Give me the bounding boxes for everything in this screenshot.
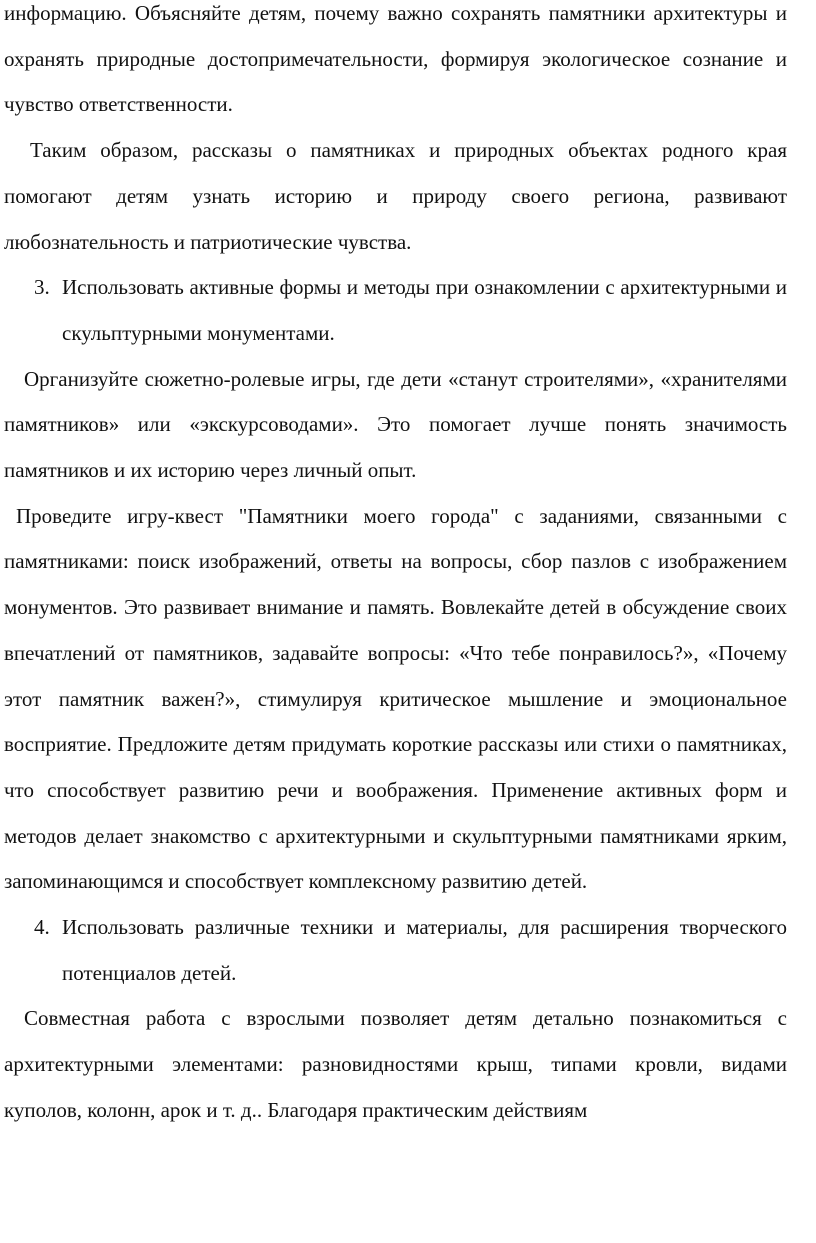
- paragraph-role-play: Организуйте сюжетно-ролевые игры, где дети «станут строителями», «хранителями памятников» или «экскурсоводами». Это помогает лучше понять значимость памятников и их историю через личный опыт.: [4, 366, 787, 483]
- list-number-3: 3.: [34, 275, 50, 300]
- list-item-4: [4, 905, 787, 996]
- list-text-3: Использовать активные формы и методы при ознакомлении с архитектурными и скульптурными монументами.: [62, 275, 787, 345]
- paragraph-joint-work: Совместная работа с взрослыми позволяет детям детально познакомиться с архитектурными элементами: разновидностями крыш, типами кровли, видами куполов, колонн, арок и т. д.. Благодаря практическим действиям: [4, 1006, 787, 1122]
- list-number-4: 4.: [34, 915, 50, 940]
- list-text-4: Использовать различные техники и материалы, для расширения творческого потенциалов детей.: [62, 915, 787, 985]
- paragraph-quest: Проведите игру-квест "Памятники моего города" с заданиями, связанными с памятниками: поиск изображений, ответы на вопросы, сбор пазлов с изображением монументов. Это развивает внимание и память. Вовлекайте детей в обсуждение своих впечатлений от памятников, задавайте вопросы: «Что тебе понравилось?», «Почему этот памятник важен?», стимулируя критическое мышление и эмоциональное восприятие. Предложите детям придумать короткие рассказы или стихи о памятниках, что способствует развитию речи и воображения. Применение активных форм и методов делает знакомство с архитектурными и скульптурными памятниками ярким, запоминающимся и способствует комплексному развитию детей.: [4, 503, 787, 894]
- list-item-3: [4, 265, 787, 356]
- paragraph-summary: Таким образом, рассказы о памятниках и природных объектах родного края помогают детям узнать историю и природу своего региона, развивают любознательность и патриотические чувства.: [4, 138, 787, 254]
- paragraph-intro: информацию. Объясняйте детям, почему важно сохранять памятники архитектуры и охранять природные достопримечательности, формируя экологическое сознание и чувство ответственности.: [4, 1, 787, 117]
- document-page: [4, 0, 787, 1134]
